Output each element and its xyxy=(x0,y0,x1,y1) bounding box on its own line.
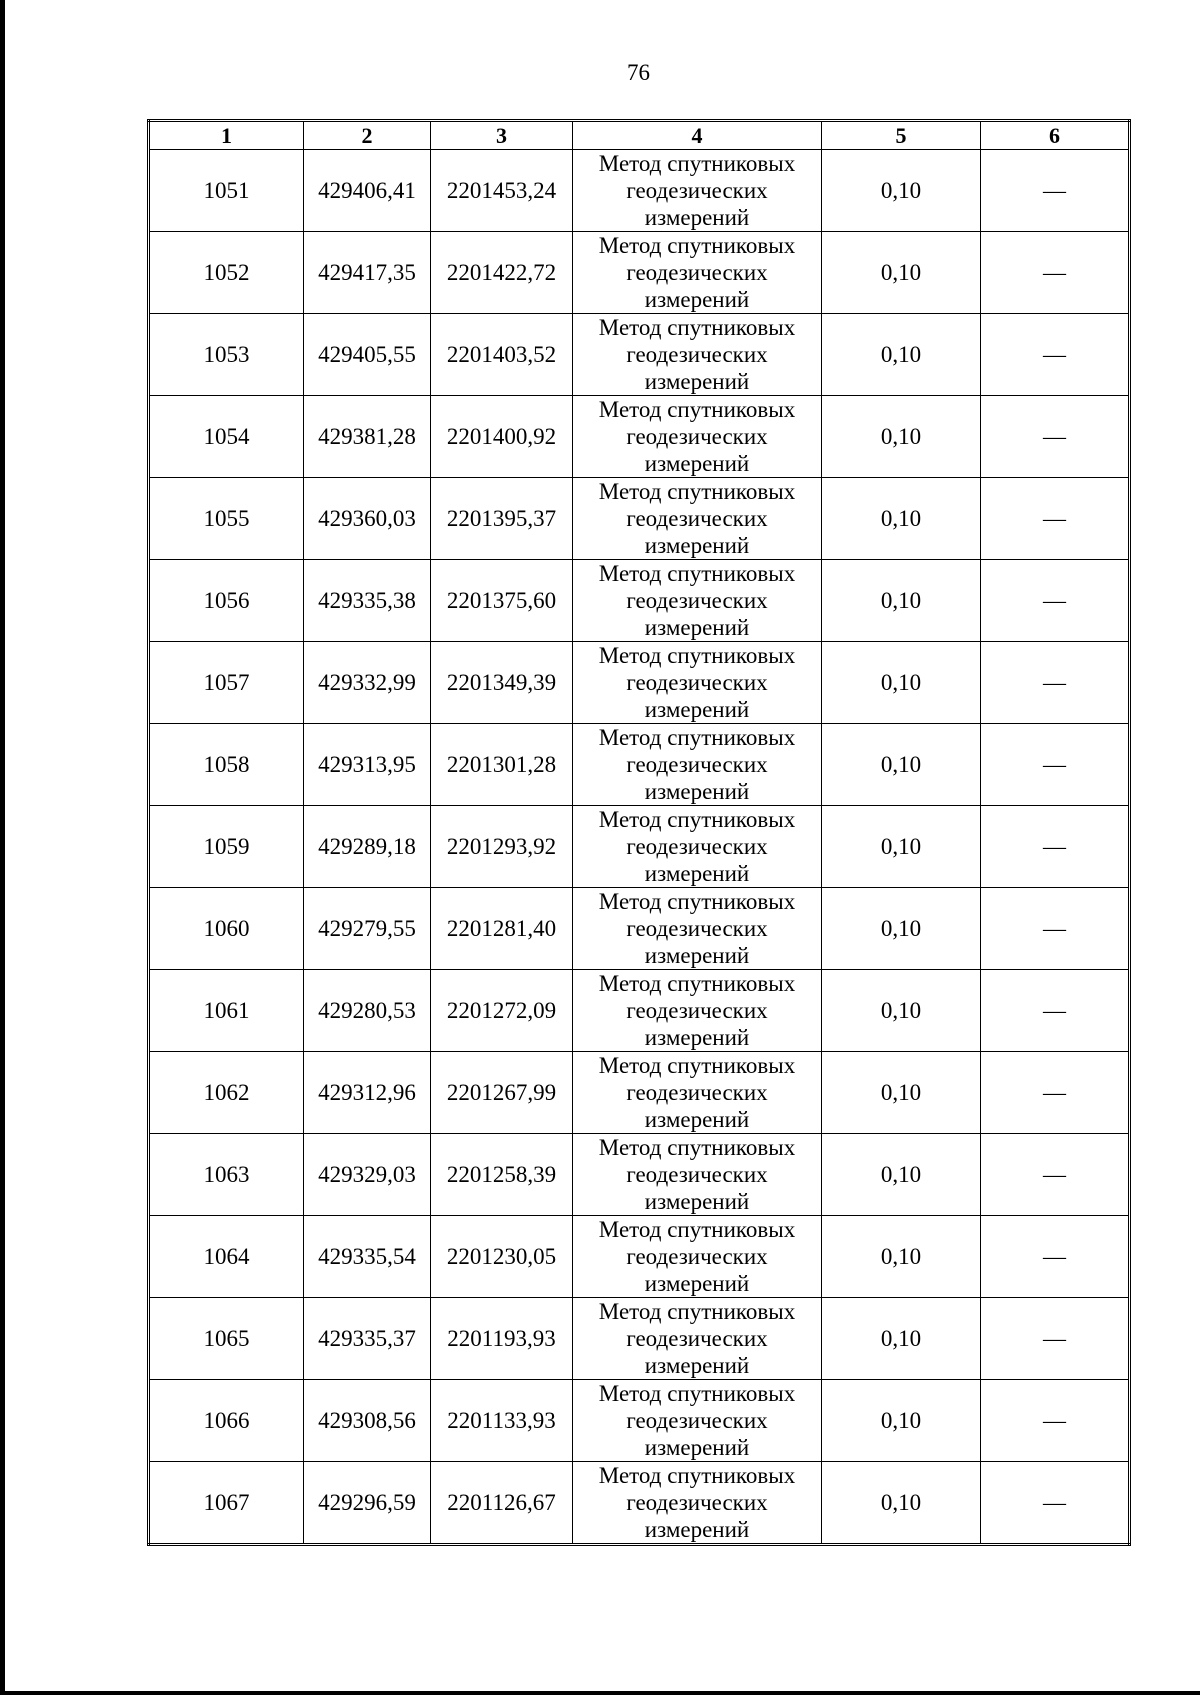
accuracy-cell: 0,10 xyxy=(822,806,981,888)
note-cell: — xyxy=(981,642,1130,724)
x-coordinate-cell: 429279,55 xyxy=(304,888,431,970)
method-cell: Метод спутниковых геодезических измерений xyxy=(573,1298,822,1380)
table-row xyxy=(149,724,1130,806)
header-cell-3: 3 xyxy=(431,121,573,150)
note-cell: — xyxy=(981,1052,1130,1134)
note-cell: — xyxy=(981,396,1130,478)
x-coordinate-cell: 429312,96 xyxy=(304,1052,431,1134)
table-row xyxy=(149,642,1130,724)
note-cell: — xyxy=(981,888,1130,970)
x-coordinate-cell: 429329,03 xyxy=(304,1134,431,1216)
accuracy-cell: 0,10 xyxy=(822,1052,981,1134)
accuracy-cell: 0,10 xyxy=(822,1134,981,1216)
table-row xyxy=(149,806,1130,888)
method-cell: Метод спутниковых геодезических измерений xyxy=(573,970,822,1052)
note-cell: — xyxy=(981,1216,1130,1298)
y-coordinate-cell: 2201230,05 xyxy=(431,1216,573,1298)
accuracy-cell: 0,10 xyxy=(822,150,981,232)
method-cell: Метод спутниковых геодезических измерений xyxy=(573,150,822,232)
accuracy-cell: 0,10 xyxy=(822,560,981,642)
x-coordinate-cell: 429335,38 xyxy=(304,560,431,642)
method-cell: Метод спутниковых геодезических измерений xyxy=(573,1052,822,1134)
accuracy-cell: 0,10 xyxy=(822,1380,981,1462)
page-number: 76 xyxy=(627,60,650,85)
method-cell: Метод спутниковых геодезических измерений xyxy=(573,560,822,642)
table-row xyxy=(149,560,1130,642)
point-number-cell: 1065 xyxy=(149,1298,304,1380)
x-coordinate-cell: 429332,99 xyxy=(304,642,431,724)
y-coordinate-cell: 2201126,67 xyxy=(431,1462,573,1545)
table-row xyxy=(149,396,1130,478)
table-row xyxy=(149,970,1130,1052)
accuracy-cell: 0,10 xyxy=(822,396,981,478)
method-cell: Метод спутниковых геодезических измерений xyxy=(573,806,822,888)
x-coordinate-cell: 429381,28 xyxy=(304,396,431,478)
method-cell: Метод спутниковых геодезических измерений xyxy=(573,888,822,970)
accuracy-cell: 0,10 xyxy=(822,970,981,1052)
x-coordinate-cell: 429280,53 xyxy=(304,970,431,1052)
y-coordinate-cell: 2201281,40 xyxy=(431,888,573,970)
point-number-cell: 1067 xyxy=(149,1462,304,1545)
note-cell: — xyxy=(981,560,1130,642)
table-row xyxy=(149,1134,1130,1216)
x-coordinate-cell: 429406,41 xyxy=(304,150,431,232)
point-number-cell: 1053 xyxy=(149,314,304,396)
point-number-cell: 1063 xyxy=(149,1134,304,1216)
table-row xyxy=(149,1298,1130,1380)
note-cell: — xyxy=(981,1380,1130,1462)
x-coordinate-cell: 429313,95 xyxy=(304,724,431,806)
accuracy-cell: 0,10 xyxy=(822,1298,981,1380)
y-coordinate-cell: 2201193,93 xyxy=(431,1298,573,1380)
table-row xyxy=(149,1380,1130,1462)
left-scan-edge xyxy=(0,0,5,1695)
y-coordinate-cell: 2201403,52 xyxy=(431,314,573,396)
accuracy-cell: 0,10 xyxy=(822,478,981,560)
point-number-cell: 1060 xyxy=(149,888,304,970)
method-cell: Метод спутниковых геодезических измерений xyxy=(573,478,822,560)
point-number-cell: 1064 xyxy=(149,1216,304,1298)
y-coordinate-cell: 2201133,93 xyxy=(431,1380,573,1462)
method-cell: Метод спутниковых геодезических измерений xyxy=(573,1380,822,1462)
point-number-cell: 1059 xyxy=(149,806,304,888)
method-cell: Метод спутниковых геодезических измерений xyxy=(573,1462,822,1545)
x-coordinate-cell: 429417,35 xyxy=(304,232,431,314)
method-cell: Метод спутниковых геодезических измерений xyxy=(573,1216,822,1298)
note-cell: — xyxy=(981,806,1130,888)
y-coordinate-cell: 2201258,39 xyxy=(431,1134,573,1216)
note-cell: — xyxy=(981,314,1130,396)
table-header-row xyxy=(149,121,1130,150)
point-number-cell: 1057 xyxy=(149,642,304,724)
method-cell: Метод спутниковых геодезических измерений xyxy=(573,232,822,314)
point-number-cell: 1061 xyxy=(149,970,304,1052)
y-coordinate-cell: 2201400,92 xyxy=(431,396,573,478)
y-coordinate-cell: 2201395,37 xyxy=(431,478,573,560)
table-row xyxy=(149,1462,1130,1545)
y-coordinate-cell: 2201267,99 xyxy=(431,1052,573,1134)
method-cell: Метод спутниковых геодезических измерений xyxy=(573,314,822,396)
note-cell: — xyxy=(981,232,1130,314)
note-cell: — xyxy=(981,150,1130,232)
table-row xyxy=(149,232,1130,314)
point-number-cell: 1054 xyxy=(149,396,304,478)
accuracy-cell: 0,10 xyxy=(822,1216,981,1298)
bottom-scan-edge xyxy=(0,1691,1200,1695)
table-row xyxy=(149,150,1130,232)
note-cell: — xyxy=(981,724,1130,806)
method-cell: Метод спутниковых геодезических измерений xyxy=(573,642,822,724)
table-row xyxy=(149,478,1130,560)
coordinates-table xyxy=(147,119,1131,1546)
table-row xyxy=(149,888,1130,970)
y-coordinate-cell: 2201453,24 xyxy=(431,150,573,232)
x-coordinate-cell: 429335,37 xyxy=(304,1298,431,1380)
point-number-cell: 1051 xyxy=(149,150,304,232)
note-cell: — xyxy=(981,478,1130,560)
y-coordinate-cell: 2201293,92 xyxy=(431,806,573,888)
y-coordinate-cell: 2201422,72 xyxy=(431,232,573,314)
header-cell-4: 4 xyxy=(573,121,822,150)
accuracy-cell: 0,10 xyxy=(822,888,981,970)
point-number-cell: 1058 xyxy=(149,724,304,806)
accuracy-cell: 0,10 xyxy=(822,314,981,396)
note-cell: — xyxy=(981,1134,1130,1216)
y-coordinate-cell: 2201301,28 xyxy=(431,724,573,806)
accuracy-cell: 0,10 xyxy=(822,1462,981,1545)
method-cell: Метод спутниковых геодезических измерений xyxy=(573,1134,822,1216)
header-cell-1: 1 xyxy=(149,121,304,150)
point-number-cell: 1066 xyxy=(149,1380,304,1462)
x-coordinate-cell: 429335,54 xyxy=(304,1216,431,1298)
table-body xyxy=(149,150,1130,1545)
y-coordinate-cell: 2201375,60 xyxy=(431,560,573,642)
table-row xyxy=(149,1052,1130,1134)
y-coordinate-cell: 2201349,39 xyxy=(431,642,573,724)
point-number-cell: 1056 xyxy=(149,560,304,642)
method-cell: Метод спутниковых геодезических измерений xyxy=(573,724,822,806)
header-cell-6: 6 xyxy=(981,121,1130,150)
header-cell-5: 5 xyxy=(822,121,981,150)
point-number-cell: 1055 xyxy=(149,478,304,560)
method-cell: Метод спутниковых геодезических измерений xyxy=(573,396,822,478)
accuracy-cell: 0,10 xyxy=(822,642,981,724)
point-number-cell: 1062 xyxy=(149,1052,304,1134)
y-coordinate-cell: 2201272,09 xyxy=(431,970,573,1052)
x-coordinate-cell: 429296,59 xyxy=(304,1462,431,1545)
x-coordinate-cell: 429405,55 xyxy=(304,314,431,396)
table-row xyxy=(149,314,1130,396)
note-cell: — xyxy=(981,1298,1130,1380)
note-cell: — xyxy=(981,970,1130,1052)
x-coordinate-cell: 429289,18 xyxy=(304,806,431,888)
note-cell: — xyxy=(981,1462,1130,1545)
header-cell-2: 2 xyxy=(304,121,431,150)
x-coordinate-cell: 429360,03 xyxy=(304,478,431,560)
accuracy-cell: 0,10 xyxy=(822,724,981,806)
point-number-cell: 1052 xyxy=(149,232,304,314)
table-row xyxy=(149,1216,1130,1298)
x-coordinate-cell: 429308,56 xyxy=(304,1380,431,1462)
accuracy-cell: 0,10 xyxy=(822,232,981,314)
